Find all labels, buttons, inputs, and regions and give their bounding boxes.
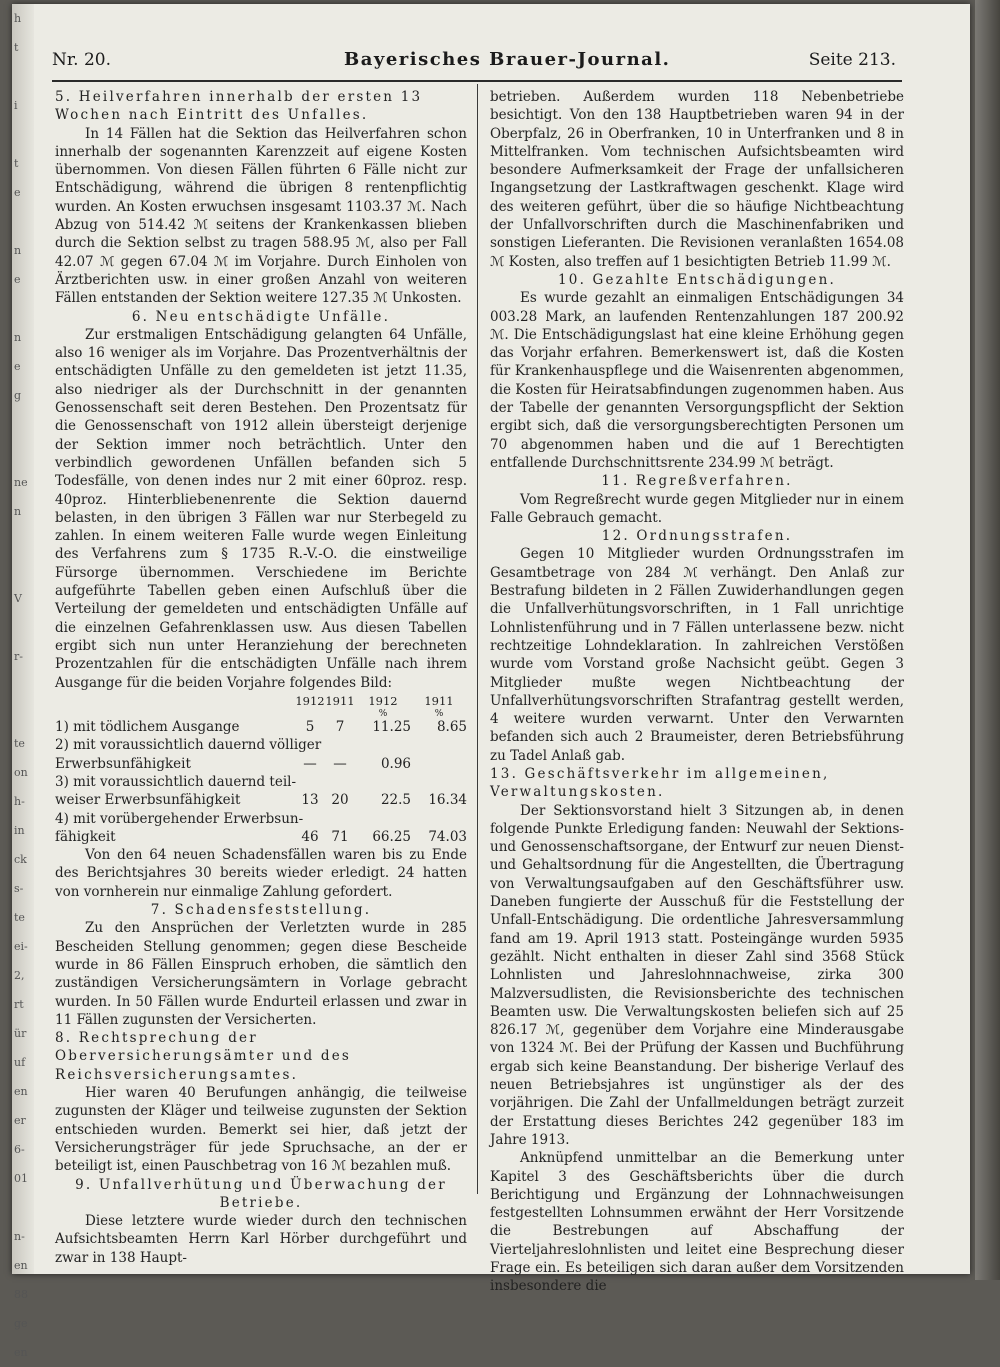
paragraph: betrieben. Außerdem wurden 118 Nebenbetriebe besichtigt. Von den 138 Hauptbetrieben waren 94 in der Oberpfalz, 26 in Oberfranken, 10 in Unterfranken und 8 in Mittelfranken. Vom technischen Aufsichtsbeamten wird besondere Aufmerksamkeit der Frage der unfallsicheren Ingangsetzung der Lastkraftwagen geschenkt. Klage wird des weiteren geführt, über die so häufige Nichtbeachtung der Unfallvorschriften durch die Maschinenfabriken und sonstigen Lieferanten. Die Revisionen veranlaßten 1654.08 ℳ Kosten, also treffen auf 1 besichtigten Betrieb 11.99 ℳ. [490,89,904,270]
margin-fragment [12,439,34,468]
section-heading-6: 6. Neu entschädigte Unfälle. [131,308,391,325]
margin-fragment [12,120,34,149]
paragraph: Es wurde gezahlt an einmaligen Entschädigungen 34 003.28 Mark, an laufenden Rentenzahlungen 187 200.92 ℳ. Die Entschädigungslast hat eine kleine Erhöhung gegen das Vorjahr erfahren. Bemerkenswert ist, daß die Kosten für Krankenhauspflege und die Waisenrenten abgenommen, die Kosten für Heiratsabfindungen zugenommen haben. Aus der Tabelle der genannten Versorgungspflicht der Sektion ergibt sich, daß die versorgungsberechtigten Personen um 70 abgenommen haben und die auf 1 Berechtigten entfallende Durchschnittsrente 234.99 ℳ beträgt. [490,290,904,471]
margin-fragment: 6- [14,1143,25,1156]
section-heading-10: 10. Gezahlte Entschädigungen. [557,271,837,288]
margin-fragment: on [14,766,28,779]
table-cell: 8.65 [436,719,467,736]
table-cell: 11.25 [372,719,411,736]
margin-fragment: n [14,505,22,518]
margin-fragment: s- [14,882,24,895]
table-row [55,773,467,791]
paragraph: Hier waren 40 Berufungen anhängig, die teilweise zugunsten der Kläger und teilweise zugunsten der Sektion entschieden wurden. Bemerkt sei hier, daß jetzt der Versicherungsträger für jede Spruchsache, an der er beteiligt ist, einen Pauschbetrag von 16 ℳ bezahlen muß. [55,1085,467,1175]
margin-fragment: n [14,331,22,344]
left-column [55,88,467,1267]
table-cell: 20 [331,792,349,809]
section-heading-5: 5. Heilverfahren innerhalb der ersten 13 Wochen nach Eintritt des Unfalles. [55,89,423,124]
row-label: 4) mit vorübergehender Erwerbsun- [55,810,304,827]
paragraph: Zur erstmaligen Entschädigung gelangten 64 Unfälle, also 16 weniger als im Vorjahre. Das Prozentverhältnis der entschädigten Unfälle zu den gemeldeten ist jetzt 11.35, also niedriger als der Durchschnitt in der genannten Genossenschaft seit deren Bestehen. Den Prozentsatz für die Genossenschaft von 1912 allein übersteigt derjenige der Sektion immer noch beträchtlich. Unter den verbindlich gewordenen Unfällen befanden sich 5 Todesfälle, von denen indes nur 2 mit einer 60proz. resp. 40proz. Hinterbliebenenrente die Sektion dauernd belasten, in den übrigen 3 Fällen war nur Sterbegeld zu zahlen. In einem weiteren Falle wurde wegen Einleitung des Verfahrens zum § 1735 R.-V.-O. die einstweilige Fürsorge übernommen. Verschiedene im Berichte aufgeführte Tabellen geben einen Aufschluß über die Verteilung der gemeldeten und entschädigten Unfälle auf die einzelnen Gefahrenklassen usw. Aus diesen Tabellen ergibt sich nun unter Heranziehung der berechneten Prozentzahlen für die entschädigten Unfälle nach ihrem Ausgange für die beiden Vorjahre folgendes Bild: [55,326,467,691]
table-header: 1912 [295,693,325,708]
margin-fragment: en [14,1346,28,1359]
margin-fragment: i [14,99,18,112]
margin-fragment: uf [14,1056,26,1069]
paragraph: Gegen 10 Mitglieder wurden Ordnungsstrafen im Gesamtbetrage von 284 ℳ verhängt. Den Anlaß zur Bestrafung bildeten in 2 Fällen Zuwiderhandlungen gegen die Unfallverhütungsvorschriften, in 1 Fall unrichtige Lohnlistenführung und in 7 Fällen unterlassene bezw. nicht rechtzeitige Lohndeklaration. In zahlreichen Verstößen wurde vom Vorstand große Nachsicht geübt. Gegen 3 Mitglieder mußte wegen Nichtbeachtung der Unfallverhütungsvorschriften Strafantrag gestellt werden, 4 weitere wurden verwarnt. Unter den Verwarnten befanden sich auch 2 Braumeister, deren Betriebsführung zu Tadel Anlaß gab. [490,546,904,764]
table-cell: — [303,755,317,772]
row-label-cont: Erwerbsunfähigkeit [55,755,191,772]
margin-fragment: en [14,1259,28,1272]
margin-fragment [12,207,34,236]
margin-fragment: in [14,824,25,837]
table-cell: 13 [301,792,319,809]
margin-fragment [12,555,34,584]
row-label: 2) mit voraussichtlich dauernd völliger [55,737,322,754]
table-cell: 22.5 [380,792,411,809]
margin-fragment: t [14,157,19,170]
issue-number: Nr. 20. [52,50,111,70]
table-cell: 66.25 [372,828,411,845]
paragraph: Vom Regreßrecht wurde gegen Mitglieder nur in einem Falle Gebrauch gemacht. [490,491,904,526]
paragraph: In 14 Fällen hat die Sektion das Heilverfahren schon innerhalb der sogenannten Karenzzeit auf eigene Kosten übernommen. Von diesen Fällen führten 6 Fälle nicht zur Entschädigung, während die übrigen 8 rentenpflichtig wurden. An Kosten erwuchsen insgesamt 1103.37 ℳ. Nach Abzug von 514.42 ℳ seitens der Krankenkassen blieben durch die Sektion selbst zu tragen 588.95 ℳ, also per Fall 42.07 ℳ gegen 67.04 ℳ im Vorjahre. Durch Einholen von Ärztberichten usw. in einer großen Anzahl von weiteren Fällen entstanden der Sektion weitere 127.35 ℳ Unkosten. [55,125,467,307]
section-heading-11: 11. Regreßverfahren. [601,473,793,490]
section-heading-12: 12. Ordnungsstrafen. [601,528,793,545]
section-heading-13: 13. Geschäftsverkehr im allgemeinen, Verwaltungskosten. [490,765,830,801]
row-label-cont: fähigkeit [55,828,116,845]
table-cell [411,755,467,773]
row-label: 1) mit tödlichem Ausgange [55,719,240,736]
header-rule [52,80,902,82]
table-header: 1911 [325,693,355,708]
percent-sign: % [378,709,388,720]
row-label-cont: weiser Erwerbsunfähigkeit [55,792,241,809]
table-row [55,810,467,828]
margin-fragment: ür [14,1027,27,1040]
margin-fragment [12,526,34,555]
column-divider [477,84,478,1194]
table-cell: — [333,755,347,772]
margin-fragment: en [14,1085,28,1098]
percent-sign: % [434,709,444,720]
margin-fragment: 2, [14,969,25,982]
page-header [52,49,896,78]
table-row [55,828,467,846]
table-cell: 0.96 [380,755,411,772]
table-header: 1912 [368,693,398,708]
margin-fragment: r- [14,650,23,663]
paragraph: Zu den Ansprüchen der Verletzten wurde in 285 Bescheiden Stellung genommen; gegen diese Bescheide wurde in 86 Fällen Einspruch erhoben, die sämtlich den zuständigen Versicherungsämtern in Vorlage gebracht wurden. In 50 Fällen wurde Endurteil erlassen und zwar in 11 Fällen zugunsten der Versicherten. [55,920,467,1028]
section-heading-7: 7. Schadensfeststellung. [150,902,372,919]
margin-fragment [12,671,34,700]
table-header: 1911 [424,693,454,708]
margin-fragment: e [14,186,21,199]
margin-fragment: te [14,737,25,750]
section-heading-8: 8. Rechtsprechung der Oberversicherungsämter und des Reichsversicherungsamtes. [55,1030,352,1083]
table-cell: 71 [331,828,349,845]
margin-fragment: e [14,273,21,286]
margin-fragment: ei- [14,940,28,953]
margin-fragment: e [14,360,21,373]
right-column [490,88,904,1296]
margin-fragment: te [14,911,25,924]
margin-fragment [12,700,34,729]
paragraph: Von den 64 neuen Schadensfällen waren bis zu Ende des Berichtsjahres 30 bereits wieder erledigt. 24 hatten von vornherein nur einmalige Zahlung gefordert. [55,847,467,900]
table-row [55,791,467,809]
table-header-row [55,692,467,710]
margin-fragment: h [14,12,22,25]
section-heading-9: 9. Unfallverhütung und Überwachung der Betriebe. [75,1176,447,1211]
table-cell: 5 [305,719,315,736]
margin-fragment: ne [14,476,28,489]
margin-fragment: 88 [14,1288,28,1301]
margin-fragment: n [14,244,22,257]
margin-fragment: t [14,41,19,54]
margin-fragment [12,410,34,439]
margin-fragment [12,1193,34,1222]
margin-fragment: rt [14,998,24,1011]
margin-fragment: er [14,1114,26,1127]
table-row [55,718,467,736]
table-cell: 16.34 [428,792,467,809]
book-binding [975,0,1000,1280]
margin-fragment [12,294,34,323]
table-row [55,736,467,754]
accident-statistics-table [55,692,467,846]
margin-fragment: ck [14,853,27,866]
paragraph: Anknüpfend unmittelbar an die Bemerkung unter Kapitel 3 des Geschäftsberichts über die durch Berichtigung und Ergänzung der Lohnnachweisungen festgestellten Lohnsummen erwähnt der Herr Vorsitzende die Bestrebungen auf Abschaffung der Vierteljahreslohnlisten und leitet eine Besprechung dieser Frage ein. Es beteiligen sich daran außer dem Vorsitzenden insbesondere die [490,1150,904,1295]
journal-title: Bayerisches Brauer-Journal. [344,49,671,70]
page-number: Seite 213. [808,50,896,70]
margin-fragment: n- [14,1230,25,1243]
margin-fragment: 01 [14,1172,28,1185]
table-cell: 46 [301,828,319,845]
previous-page-edge [12,4,34,1359]
table-cell: 74.03 [428,828,467,845]
paragraph: Der Sektionsvorstand hielt 3 Sitzungen ab, in denen folgende Punkte Erledigung fanden: Neuwahl der Sektions- und Genossenschaftsorgane, der Entwurf zur neuen Dienst- und Gehaltsordnung für die Angestellten, die Übertragung von Verwaltungsaufgaben auf den Geschäftsführer usw. Daneben fungierte der Ausschuß für die Feststellung der Unfall-Entschädigung. Die ordentliche Jahresversammlung fand am 19. April 1913 statt. Posteingänge wurden 5935 gezählt. Nicht enthalten in dieser Zahl sind 3568 Stück Lohnlisten und Jahreslohnnachweise, zirka 300 Malzversudlisten, die Revisionsberichte des technischen Beamten usw. Die Verwaltungskosten beliefen sich auf 25 826.17 ℳ, gegenüber dem Vorjahre eine Minderausgabe von 1324 ℳ. Bei der Prüfung der Kassen und Buchführung ergab sich keine Beanstandung. Der bisherige Verlauf des neuen Betriebsjahres ist ungünstiger als der des vorjährigen. Die Zahl der Unfallmeldungen beträgt zurzeit der Erstattung dieses Berichtes 242 gegenüber 183 im Jahre 1913. [490,802,904,1148]
margin-fragment [12,613,34,642]
journal-page [12,4,970,1359]
margin-fragment: V [14,592,22,605]
margin-fragment: h- [14,795,25,808]
table-cell: 7 [335,719,345,736]
margin-fragment: ge [14,1317,28,1330]
paragraph: Diese letztere wurde wieder durch den technischen Aufsichtsbeamten Herrn Karl Hörber durchgeführt und zwar in 138 Haupt- [55,1213,467,1266]
margin-fragment [12,62,34,91]
table-row [55,755,467,773]
table-unit-row [55,710,467,718]
row-label: 3) mit voraussichtlich dauernd teil- [55,773,297,790]
margin-fragment: g [14,389,22,402]
